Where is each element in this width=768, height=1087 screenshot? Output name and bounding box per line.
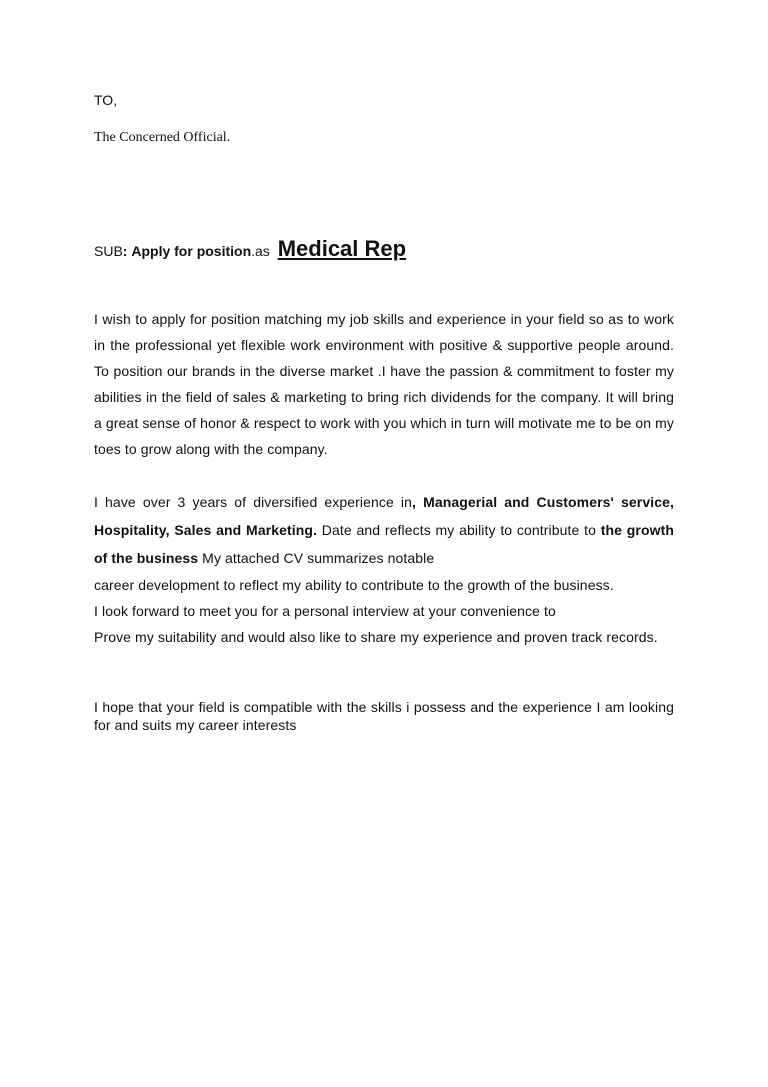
paragraph-2-bold-2: the growth of the business (94, 522, 674, 566)
paragraph-2-text-1: I have over 3 years of diversified experience in (94, 494, 413, 510)
paragraph-4: I hope that your field is compatible with the skills i possess and the experience I am looking for and suits my career interests (94, 699, 674, 733)
subject-connector: .as (251, 243, 270, 259)
salutation: TO, (94, 92, 118, 108)
paragraph-3-line-2: I look forward to meet you for a personal interview at your convenience to (94, 603, 556, 619)
position-title: Medical Rep (277, 236, 407, 261)
paragraph-3 (94, 572, 674, 650)
paragraph-1: I wish to apply for position matching my job skills and experience in your field so as to work in the professional yet flexible work environment with positive & supportive people around. To position our brands in the diverse market .I have the passion & commitment to foster my abilities in the field of sales & marketing to bring rich dividends for the company. It will bring a great sense of honor & respect to work with you which in turn will motivate me to be on my toes to grow along with the company. (94, 311, 674, 457)
subject-line (94, 234, 406, 266)
subject-prefix: SUB (94, 243, 123, 259)
paragraph-2-bold-1: , Managerial and Customers' service, Hospitality, Sales and Marketing. (94, 494, 674, 538)
subject-label: Apply for position (131, 243, 252, 259)
subject-colon: : (122, 243, 128, 259)
paragraph-2 (94, 488, 674, 572)
paragraph-3-line-3: Prove my suitability and would also like to share my experience and proven track records. (94, 629, 658, 645)
paragraph-2-text-3: My attached CV summarizes notable (198, 550, 435, 566)
recipient: The Concerned Official. (94, 130, 231, 145)
paragraph-2-text-2: Date and reflects my ability to contribute to (317, 522, 601, 538)
paragraph-3-line-1: career development to reflect my ability to contribute to the growth of the business. (94, 577, 614, 593)
